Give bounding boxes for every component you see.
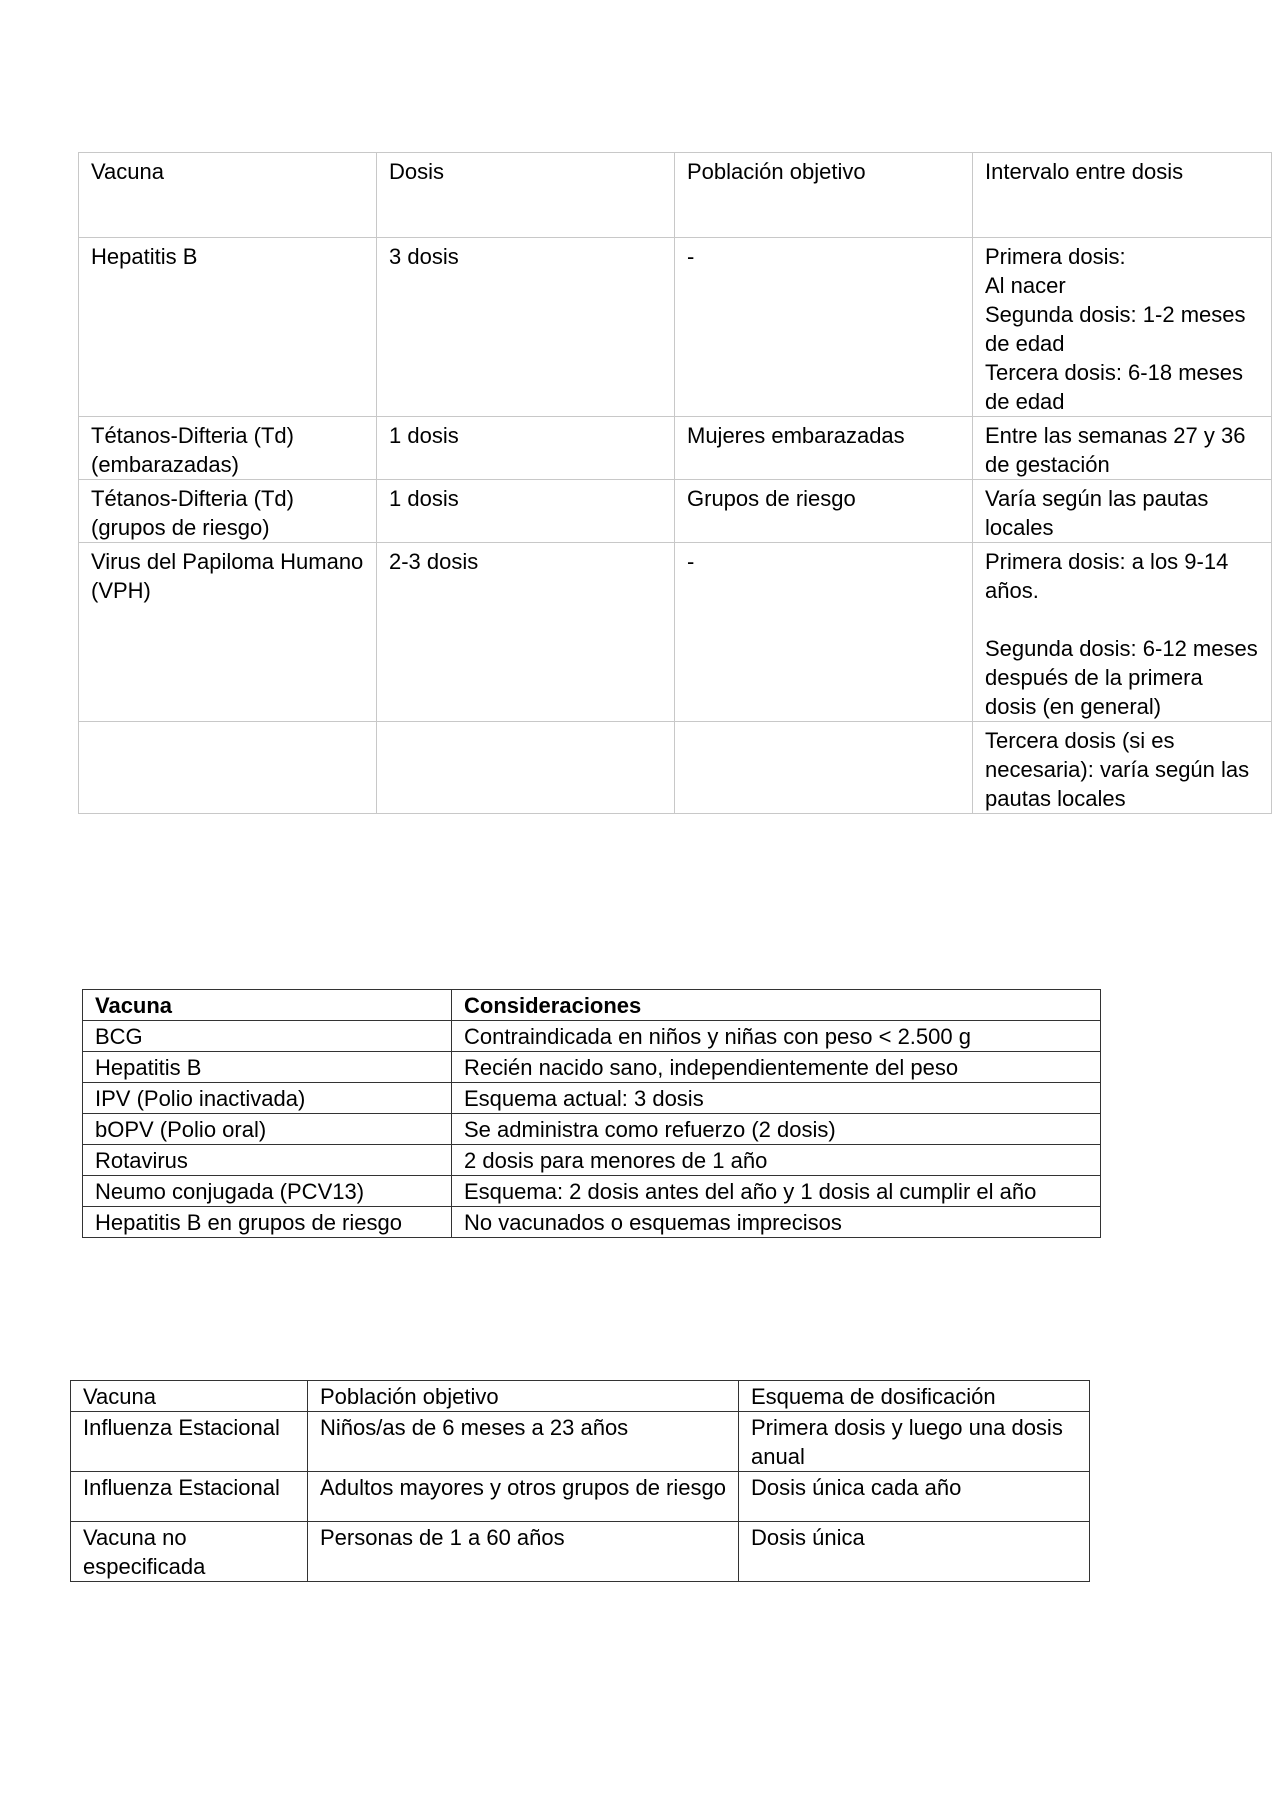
header-cell: Dosis [377,153,675,238]
header-cell: Vacuna [79,153,377,238]
interval-line: Primera dosis: a los 9-14 años. [985,549,1229,603]
table-row [83,1145,1101,1176]
header-cell: Vacuna [83,990,452,1021]
interval-line: Segunda dosis: 1-2 meses de edad [985,302,1246,356]
schedule-cell: Dosis única [739,1522,1090,1582]
dose-cell: 1 dosis [377,417,675,480]
vaccine-cell: Vacuna no especificada [71,1522,308,1582]
dose-cell: 3 dosis [377,238,675,417]
interval-cell [973,543,1272,722]
vaccine-cell: Hepatitis B en grupos de riesgo [83,1207,452,1238]
table-row [79,543,1272,722]
interval-line: Tercera dosis: 6-18 meses de edad [985,360,1243,414]
table-row [83,1176,1101,1207]
vaccine-cell: Tétanos-Difteria (Td) (grupos de riesgo) [79,480,377,543]
vaccine-cell: Virus del Papiloma Humano (VPH) [79,543,377,722]
table-row [79,722,1272,814]
vaccine-cell: bOPV (Polio oral) [83,1114,452,1145]
consideration-cell: Contraindicada en niños y niñas con peso < 2.500 g [452,1021,1101,1052]
consideration-cell: Se administra como refuerzo (2 dosis) [452,1114,1101,1145]
interval-line: Tercera dosis (si es necesaria): varía según las pautas locales [985,728,1250,811]
table-row [71,1472,1090,1522]
consideration-cell: Esquema: 2 dosis antes del año y 1 dosis al cumplir el año [452,1176,1101,1207]
schedule-cell: Dosis única cada año [739,1472,1090,1522]
header-cell: Consideraciones [452,990,1101,1021]
vaccine-cell: Influenza Estacional [71,1472,308,1522]
interval-cell [973,722,1272,814]
interval-line: Al nacer [985,273,1066,298]
consideration-cell: Esquema actual: 3 dosis [452,1083,1101,1114]
dose-cell [377,722,675,814]
vaccine-cell [79,722,377,814]
header-cell: Vacuna [71,1381,308,1412]
header-cell: Esquema de dosificación [739,1381,1090,1412]
interval-cell [973,238,1272,417]
table-row [79,238,1272,417]
population-cell [675,722,973,814]
interval-line: Varía según las pautas locales [985,486,1209,540]
vaccine-cell: Hepatitis B [83,1052,452,1083]
population-cell: Personas de 1 a 60 años [308,1522,739,1582]
vaccine-cell: Influenza Estacional [71,1412,308,1472]
population-cell: Niños/as de 6 meses a 23 años [308,1412,739,1472]
table-row [83,1207,1101,1238]
vaccine-cell: Hepatitis B [79,238,377,417]
table-row [83,1083,1101,1114]
vaccine-interval-table [78,152,1272,814]
interval-blank-line [985,605,1259,634]
population-cell: - [675,543,973,722]
table-row [79,417,1272,480]
interval-line: Entre las semanas 27 y 36 de gestación [985,423,1246,477]
population-cell: Adultos mayores y otros grupos de riesgo [308,1472,739,1522]
dose-cell: 1 dosis [377,480,675,543]
interval-cell [973,417,1272,480]
vaccine-considerations-table [82,989,1101,1238]
interval-line: Segunda dosis: 6-12 meses después de la primera dosis (en general) [985,636,1258,719]
vaccine-cell: Neumo conjugada (PCV13) [83,1176,452,1207]
vaccine-schedule-table [70,1380,1090,1582]
table-header-row [83,990,1101,1021]
table-row [79,480,1272,543]
table-header-row [79,153,1272,238]
vaccine-cell: Rotavirus [83,1145,452,1176]
consideration-cell: No vacunados o esquemas imprecisos [452,1207,1101,1238]
consideration-cell: Recién nacido sano, independientemente del peso [452,1052,1101,1083]
table-row [71,1412,1090,1472]
population-cell: Grupos de riesgo [675,480,973,543]
vaccine-cell: IPV (Polio inactivada) [83,1083,452,1114]
table-row [83,1021,1101,1052]
interval-line: Primera dosis: [985,244,1126,269]
table-row [83,1052,1101,1083]
dose-cell: 2-3 dosis [377,543,675,722]
consideration-cell: 2 dosis para menores de 1 año [452,1145,1101,1176]
table-row [83,1114,1101,1145]
header-cell: Población objetivo [675,153,973,238]
vaccine-cell: Tétanos-Difteria (Td) (embarazadas) [79,417,377,480]
population-cell: - [675,238,973,417]
header-cell: Población objetivo [308,1381,739,1412]
table-row [71,1522,1090,1582]
header-cell: Intervalo entre dosis [973,153,1272,238]
table-header-row [71,1381,1090,1412]
interval-cell [973,480,1272,543]
schedule-cell: Primera dosis y luego una dosis anual [739,1412,1090,1472]
vaccine-cell: BCG [83,1021,452,1052]
population-cell: Mujeres embarazadas [675,417,973,480]
